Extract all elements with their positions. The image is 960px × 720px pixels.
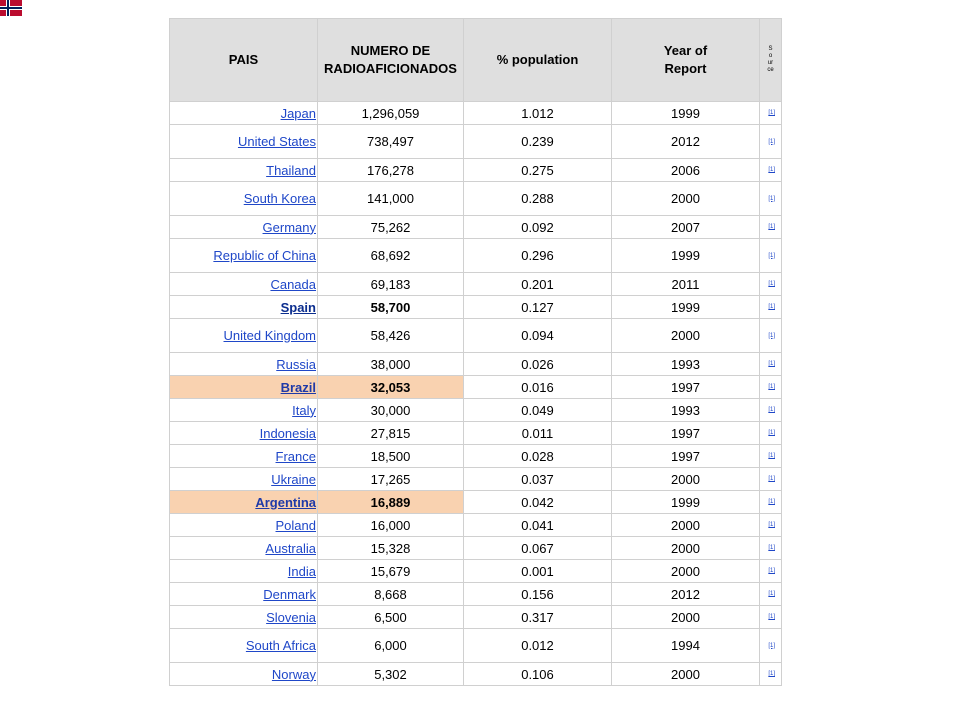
count-cell: 58,426: [318, 319, 464, 353]
country-cell: [170, 468, 318, 491]
country-link[interactable]: Thailand: [266, 162, 316, 178]
table-row: [170, 273, 782, 296]
source-cell: [760, 629, 782, 663]
source-ref-link[interactable]: [1]: [768, 453, 775, 459]
source-ref-link[interactable]: [1]: [768, 361, 775, 367]
country-cell: [170, 353, 318, 376]
country-link[interactable]: Denmark: [263, 586, 316, 602]
percent-cell: 0.094: [464, 319, 612, 353]
source-cell: [760, 514, 782, 537]
source-ref-link[interactable]: [1]: [768, 332, 775, 339]
source-ref-link[interactable]: [1]: [768, 545, 775, 551]
source-cell: [760, 468, 782, 491]
source-cell: [760, 353, 782, 376]
country-link[interactable]: Poland: [275, 517, 316, 533]
count-cell: 141,000: [318, 182, 464, 216]
percent-cell: 0.275: [464, 159, 612, 182]
table-row: [170, 583, 782, 606]
count-cell: 68,692: [318, 239, 464, 273]
country-link[interactable]: Germany: [262, 219, 316, 235]
count-cell: 30,000: [318, 399, 464, 422]
header-pais: PAIS: [170, 19, 318, 102]
year-cell: 2000: [612, 537, 760, 560]
table-row: [170, 319, 782, 353]
percent-cell: 0.239: [464, 125, 612, 159]
country-link[interactable]: Norway: [271, 666, 316, 682]
count-cell: 5,302: [318, 663, 464, 686]
source-cell: [760, 125, 782, 159]
country-link[interactable]: Australia: [265, 540, 316, 556]
count-cell: 15,679: [318, 560, 464, 583]
count-cell: 176,278: [318, 159, 464, 182]
source-ref-link[interactable]: [1]: [768, 430, 775, 436]
country-link[interactable]: Indonesia: [259, 425, 316, 441]
table-row: [170, 353, 782, 376]
percent-cell: 0.092: [464, 216, 612, 239]
percent-cell: 0.296: [464, 239, 612, 273]
country-cell: [170, 159, 318, 182]
year-cell: 1999: [612, 491, 760, 514]
country-cell: [170, 606, 318, 629]
country-link[interactable]: Slovenia: [266, 609, 316, 625]
header-source: S o ur ce: [760, 19, 782, 102]
header-year-of-report: Year of Report: [612, 19, 760, 102]
count-cell: 38,000: [318, 353, 464, 376]
year-cell: 2000: [612, 663, 760, 686]
table-row: [170, 468, 782, 491]
percent-cell: 0.042: [464, 491, 612, 514]
count-cell: 16,000: [318, 514, 464, 537]
norway-flag-icon: [0, 0, 22, 16]
table-header-row: [170, 19, 782, 102]
country-cell: [170, 216, 318, 239]
table-row: [170, 606, 782, 629]
year-cell: 2012: [612, 583, 760, 606]
table-row: [170, 514, 782, 537]
source-cell: [760, 296, 782, 319]
percent-cell: 0.012: [464, 629, 612, 663]
count-cell: 1,296,059: [318, 102, 464, 125]
percent-cell: 0.317: [464, 606, 612, 629]
country-cell: [170, 422, 318, 445]
country-cell: [170, 125, 318, 159]
country-cell: [170, 376, 318, 399]
header-numero: NUMERO DE RADIOAFICIONADOS: [318, 19, 464, 102]
table-row: [170, 182, 782, 216]
country-cell: [170, 663, 318, 686]
source-ref-link[interactable]: [1]: [768, 522, 775, 528]
percent-cell: 0.156: [464, 583, 612, 606]
country-link[interactable]: Spain: [280, 299, 316, 315]
count-cell: 32,053: [318, 376, 464, 399]
year-cell: 2000: [612, 606, 760, 629]
table-row: [170, 560, 782, 583]
year-cell: 1997: [612, 445, 760, 468]
percent-cell: 0.106: [464, 663, 612, 686]
count-cell: 69,183: [318, 273, 464, 296]
country-cell: [170, 399, 318, 422]
country-link[interactable]: South Africa: [245, 638, 316, 653]
source-cell: [760, 491, 782, 514]
source-ref-link[interactable]: [1]: [768, 252, 775, 259]
source-cell: [760, 606, 782, 629]
table-row: [170, 296, 782, 319]
table-row: [170, 537, 782, 560]
source-cell: [760, 102, 782, 125]
table-row: [170, 216, 782, 239]
year-cell: 1993: [612, 399, 760, 422]
source-ref-link[interactable]: [1]: [768, 195, 775, 202]
table-row: [170, 159, 782, 182]
country-link[interactable]: United Kingdom: [223, 328, 316, 343]
percent-cell: 0.049: [464, 399, 612, 422]
table-row: [170, 102, 782, 125]
ham-radio-table: [169, 18, 782, 686]
percent-cell: 0.288: [464, 182, 612, 216]
year-cell: 2000: [612, 182, 760, 216]
country-cell: [170, 514, 318, 537]
country-link[interactable]: Russia: [276, 356, 316, 372]
count-cell: 8,668: [318, 583, 464, 606]
country-cell: [170, 102, 318, 125]
country-link[interactable]: Republic of China: [213, 248, 316, 263]
count-cell: 18,500: [318, 445, 464, 468]
source-ref-link[interactable]: [1]: [768, 167, 775, 173]
count-cell: 75,262: [318, 216, 464, 239]
country-link[interactable]: France: [275, 448, 316, 464]
source-ref-link[interactable]: [1]: [768, 476, 775, 482]
table-row: [170, 239, 782, 273]
country-cell: [170, 537, 318, 560]
year-cell: 1999: [612, 296, 760, 319]
country-link[interactable]: Argentina: [255, 494, 316, 510]
percent-cell: 0.016: [464, 376, 612, 399]
table-row: [170, 445, 782, 468]
table-row: [170, 491, 782, 514]
country-cell: [170, 583, 318, 606]
country-cell: [170, 560, 318, 583]
source-ref-link[interactable]: [1]: [768, 671, 775, 677]
count-cell: 6,500: [318, 606, 464, 629]
source-cell: [760, 422, 782, 445]
source-ref-link[interactable]: [1]: [768, 304, 775, 310]
year-cell: 1999: [612, 102, 760, 125]
source-ref-link[interactable]: [1]: [768, 499, 775, 505]
country-cell: [170, 273, 318, 296]
source-ref-link[interactable]: [1]: [768, 224, 775, 230]
header-percent-population: % population: [464, 19, 612, 102]
source-cell: [760, 319, 782, 353]
year-cell: 2000: [612, 514, 760, 537]
percent-cell: 0.201: [464, 273, 612, 296]
source-cell: [760, 583, 782, 606]
country-link[interactable]: Japan: [280, 105, 316, 121]
source-ref-link[interactable]: [1]: [768, 110, 775, 116]
country-link[interactable]: Italy: [292, 402, 316, 418]
year-cell: 2000: [612, 468, 760, 491]
year-cell: 2000: [612, 560, 760, 583]
source-ref-link[interactable]: [1]: [768, 407, 775, 413]
source-ref-link[interactable]: [1]: [768, 591, 775, 597]
count-cell: 17,265: [318, 468, 464, 491]
country-cell: [170, 319, 318, 353]
source-ref-link[interactable]: [1]: [768, 614, 775, 620]
year-cell: 2000: [612, 319, 760, 353]
table-row: [170, 422, 782, 445]
source-cell: [760, 273, 782, 296]
count-cell: 6,000: [318, 629, 464, 663]
table-row: [170, 629, 782, 663]
year-cell: 1999: [612, 239, 760, 273]
count-cell: 58,700: [318, 296, 464, 319]
count-cell: 27,815: [318, 422, 464, 445]
source-cell: [760, 376, 782, 399]
percent-cell: 0.127: [464, 296, 612, 319]
year-cell: 2007: [612, 216, 760, 239]
percent-cell: 0.067: [464, 537, 612, 560]
country-link[interactable]: Ukraine: [271, 471, 316, 487]
source-ref-link[interactable]: [1]: [768, 138, 775, 145]
country-cell: [170, 629, 318, 663]
count-cell: 15,328: [318, 537, 464, 560]
year-cell: 2012: [612, 125, 760, 159]
source-cell: [760, 182, 782, 216]
country-link[interactable]: India: [287, 563, 316, 579]
country-cell: [170, 296, 318, 319]
source-ref-link[interactable]: [1]: [768, 642, 775, 649]
source-cell: [760, 537, 782, 560]
year-cell: 2006: [612, 159, 760, 182]
percent-cell: 0.028: [464, 445, 612, 468]
count-cell: 16,889: [318, 491, 464, 514]
percent-cell: 0.001: [464, 560, 612, 583]
table-row: [170, 399, 782, 422]
percent-cell: 1.012: [464, 102, 612, 125]
percent-cell: 0.026: [464, 353, 612, 376]
source-ref-link[interactable]: [1]: [768, 281, 775, 287]
table-row: [170, 125, 782, 159]
country-cell: [170, 445, 318, 468]
source-cell: [760, 560, 782, 583]
source-ref-link[interactable]: [1]: [768, 384, 775, 390]
percent-cell: 0.011: [464, 422, 612, 445]
country-link[interactable]: United States: [237, 134, 316, 149]
table-row: [170, 376, 782, 399]
source-cell: [760, 663, 782, 686]
country-link[interactable]: Brazil: [280, 379, 316, 395]
country-cell: [170, 239, 318, 273]
percent-cell: 0.041: [464, 514, 612, 537]
country-link[interactable]: South Korea: [243, 191, 316, 206]
source-cell: [760, 216, 782, 239]
source-cell: [760, 159, 782, 182]
source-cell: [760, 399, 782, 422]
country-link[interactable]: Canada: [270, 276, 316, 292]
percent-cell: 0.037: [464, 468, 612, 491]
year-cell: 1994: [612, 629, 760, 663]
source-cell: [760, 445, 782, 468]
year-cell: 2011: [612, 273, 760, 296]
year-cell: 1997: [612, 422, 760, 445]
country-cell: [170, 491, 318, 514]
country-cell: [170, 182, 318, 216]
source-cell: [760, 239, 782, 273]
year-cell: 1993: [612, 353, 760, 376]
table-row: [170, 663, 782, 686]
count-cell: 738,497: [318, 125, 464, 159]
source-ref-link[interactable]: [1]: [768, 568, 775, 574]
year-cell: 1997: [612, 376, 760, 399]
